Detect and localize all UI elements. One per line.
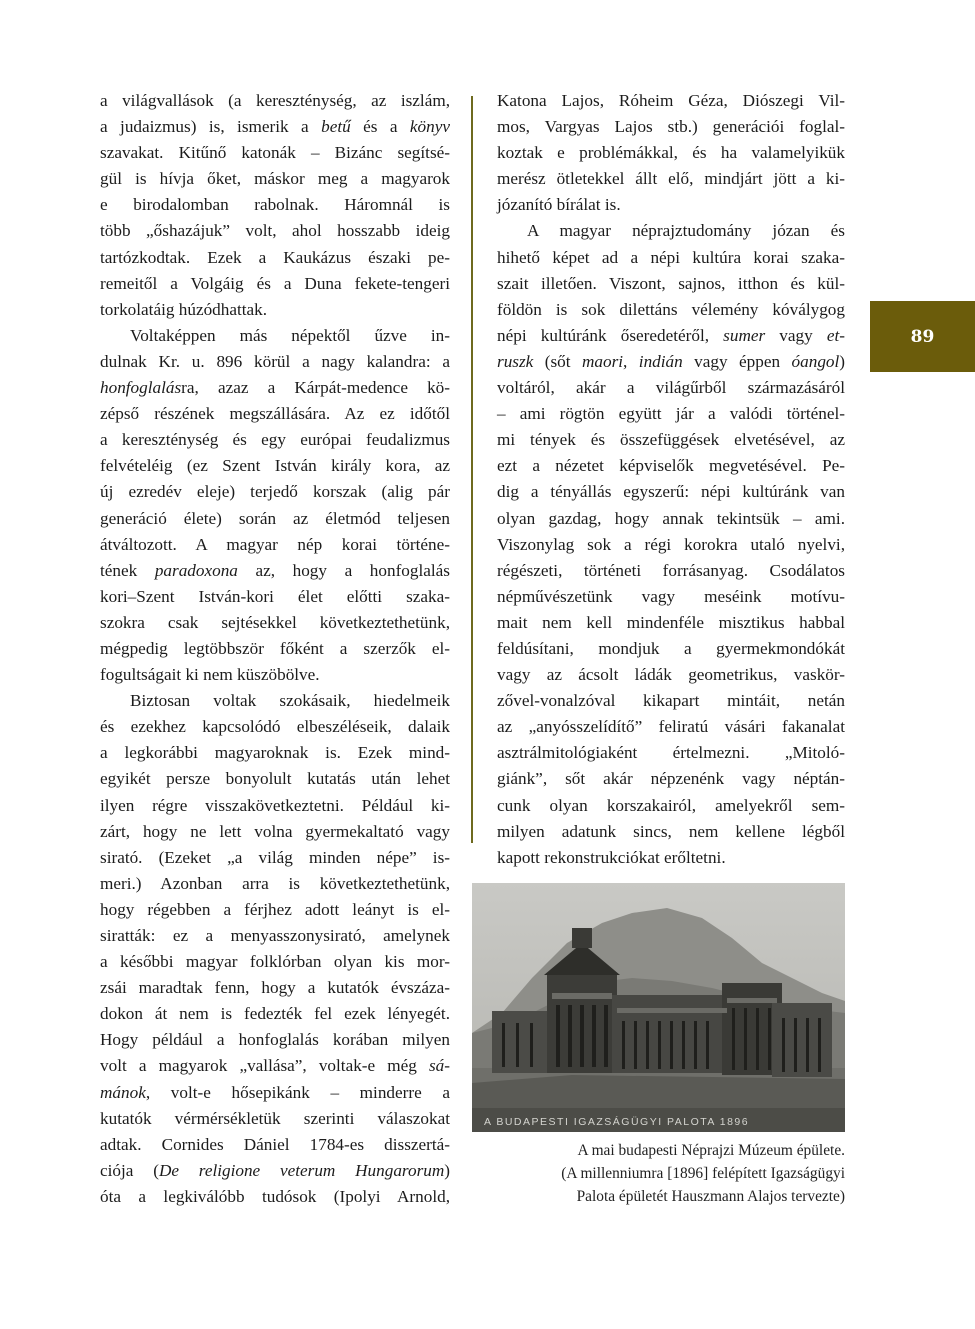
left-text-column (100, 88, 450, 1210)
text-run: mos, Vargyas Lajos stb.) generációi foglal- (497, 117, 845, 137)
text-run: sirató. (Ezeket „a világ minden népe” is- (100, 847, 450, 867)
text-line (100, 819, 450, 845)
text-run: olyan gazdag, hogy annak tekintsük – ami. (497, 508, 845, 528)
photo-caption (470, 1139, 845, 1208)
text-line (100, 1053, 450, 1079)
column-divider (471, 96, 473, 843)
text-line (497, 375, 845, 401)
text-line (100, 1132, 450, 1158)
text-line (100, 975, 450, 1001)
text-line (100, 636, 450, 662)
text-line (497, 819, 845, 845)
text-line (100, 845, 450, 871)
text-line (497, 610, 845, 636)
text-line (100, 558, 450, 584)
text-run: mégpedig legtöbbször főként a szerzők el- (100, 638, 450, 658)
text-line (100, 375, 450, 401)
text-run: szait illetően. Viszont, sajnos, itthon és kül- (497, 273, 845, 293)
text-run: a világvallások (a kereszténység, az iszlám, (100, 91, 450, 110)
text-run: koztak e problémákkal, és ha valamelyikük (497, 143, 845, 163)
text-run: dulnak Kr. u. 896 körül a nagy kalandra: a (100, 351, 450, 371)
text-line (100, 1158, 450, 1184)
text-line (100, 297, 450, 323)
text-line (497, 192, 845, 218)
text-line (100, 245, 450, 271)
text-line (497, 845, 845, 871)
text-line (100, 166, 450, 192)
text-line (497, 166, 845, 192)
text-run: e birodalomban rabolnak. Háromnál is (100, 195, 450, 215)
text-run: tének (100, 560, 155, 580)
text-run: feldúsítani, mondjuk a gyermekmondókát (497, 638, 845, 658)
text-run: új ezredév eleje) terjedő korszak (alig pár (100, 482, 450, 502)
text-run: tartózkodtak. Ezek a Kaukázus északi pe- (100, 247, 450, 267)
text-run: asztrálmitológiaként értelmezni. „Mitoló- (497, 743, 845, 763)
text-run: a kereszténység és egy európai feudalizmus (100, 430, 450, 450)
right-text-column (497, 88, 845, 871)
italic-text: indián (638, 351, 683, 371)
text-line (100, 584, 450, 610)
text-run: egyikét persze bonyolult kutatás után lehet (100, 769, 450, 789)
italic-text: ruszk (497, 351, 534, 371)
text-line (497, 766, 845, 792)
text-line (100, 427, 450, 453)
text-run: átváltozott. A magyar nép korai történe- (100, 534, 450, 554)
text-run: kapott rekonstrukciókat erőltetni. (497, 847, 726, 867)
text-line (100, 506, 450, 532)
text-run: gül is hívja őket, máskor meg a magyarok (100, 169, 450, 189)
caption-line: A mai budapesti Néprajzi Múzeum épülete. (577, 1142, 845, 1159)
text-line (100, 793, 450, 819)
text-run: (sőt (533, 351, 582, 371)
text-line (497, 688, 845, 714)
text-line (497, 479, 845, 505)
page-number: 89 (910, 326, 935, 347)
text-line (497, 297, 845, 323)
text-line (497, 401, 845, 427)
text-run: az, hogy a honfoglalás (237, 560, 450, 580)
photo-inscription: A BUDAPESTI IGAZSÁGÜGYI PALOTA 1896 (484, 1116, 750, 1128)
text-line (100, 271, 450, 297)
text-line (497, 88, 845, 114)
text-run: adtak. Cornides Dániel 1784-es disszertá- (100, 1134, 450, 1154)
text-run: ) (444, 1160, 450, 1180)
text-line (497, 245, 845, 271)
text-run: vagy (765, 325, 827, 345)
text-run: A magyar néprajztudomány józan és (527, 221, 845, 241)
text-line (497, 740, 845, 766)
text-line (100, 349, 450, 375)
text-run: ) (839, 351, 846, 371)
text-run: generáció élete) során az életmód teljesen (100, 508, 450, 528)
text-run: cunk olyan korszakairól, amelyekről sem- (497, 795, 845, 815)
text-line (497, 453, 845, 479)
text-line (100, 323, 450, 349)
text-run: ra, azaz a Kárpát-medence kö- (181, 378, 450, 398)
text-run: dig a tényállás egyszerű: népi kultúránk van (497, 482, 845, 502)
text-run: és ezekhez kapcsolódó elbeszéléseik, dalaik (100, 717, 450, 737)
text-line (497, 532, 845, 558)
text-line (100, 218, 450, 244)
text-line (100, 1080, 450, 1106)
text-line (100, 949, 450, 975)
text-run: és a (350, 117, 410, 137)
text-line (100, 1027, 450, 1053)
text-line (497, 427, 845, 453)
text-run: Katona Lajos, Róheim Géza, Diószegi Vil- (497, 91, 845, 110)
italic-text: De religione veterum Hungarorum (158, 1160, 445, 1180)
text-line (100, 871, 450, 897)
text-run: kutatók vérmérsékletük szerinti válaszokat (100, 1108, 450, 1128)
text-run: szokra csak sejtésekkel következtethetünk, (100, 612, 450, 632)
text-line (100, 714, 450, 740)
text-run: hogy régebben a férjhez adott leányt is el- (100, 899, 450, 919)
text-run: óta a legkiválóbb tudósok (Ipolyi Arnold, (100, 1186, 450, 1206)
text-run: voltáról, akár a világűrből származásáról (497, 378, 845, 398)
text-run: – ami rögtön együtt jár a valódi történel- (497, 404, 845, 424)
text-line (100, 610, 450, 636)
text-line (497, 506, 845, 532)
text-line (100, 532, 450, 558)
text-run: dokon át nem is fedezték fel ezek lényegét. (100, 1004, 450, 1024)
text-line (100, 1001, 450, 1027)
text-line (497, 793, 845, 819)
text-run: ciója ( (100, 1160, 159, 1180)
text-line (100, 923, 450, 949)
text-run: a későbbi magyar folklórban olyan kis mor- (100, 952, 450, 972)
text-run: Voltaképpen más népektől űzve in- (130, 325, 450, 345)
text-line (100, 192, 450, 218)
text-line (497, 558, 845, 584)
text-line (100, 766, 450, 792)
text-run: Hogy például a honfoglalás korában milyen (100, 1030, 450, 1050)
text-line (100, 140, 450, 166)
text-run: kori–Szent István-kori élet előtti szaka- (100, 586, 450, 606)
text-run: az „anyósszelídítő” feliratú vásári fakanalat (497, 717, 845, 737)
caption-line: (A millenniumra [1896] felépített Igazságügyi (561, 1165, 845, 1182)
text-run: fogultságait ki nem küszöbölve. (100, 665, 320, 685)
text-line (100, 740, 450, 766)
text-line (100, 897, 450, 923)
italic-text: paradoxona (154, 560, 238, 580)
text-run: remeitől a Volgáig és a Duna fekete-tengeri (100, 273, 450, 293)
text-line (100, 1106, 450, 1132)
italic-text: könyv (409, 117, 450, 137)
italic-text: honfoglalás (100, 378, 182, 398)
text-run: földön is sok dilettáns vélemény kóválygog (497, 299, 845, 319)
text-line (100, 453, 450, 479)
text-run: , volt-e hősepikánk – minderre a (145, 1082, 450, 1102)
text-run: népművészetünk vagy meséink motívu- (497, 586, 845, 606)
text-run: torkolatáig húzódhattak. (100, 299, 268, 319)
text-line (497, 271, 845, 297)
text-run: vagy az ácsolt ládák geometrikus, vaskör- (497, 665, 845, 685)
text-run: zépső részének megszállására. Az ez időtől (100, 404, 450, 424)
text-run: régészeti, történeti forrásanyag. Csodálatos (497, 560, 845, 580)
text-run: zővel-vonalzóval kikapart mintáit, netán (497, 691, 845, 711)
text-run: ezt a nézetet képviselők megvetésével. Pe- (497, 456, 845, 476)
text-line (100, 114, 450, 140)
text-line (100, 688, 450, 714)
text-run: vagy éppen (682, 351, 792, 371)
text-run: giánk”, sőt akár népzenénk vagy néptán- (497, 769, 845, 789)
text-run: siratták: ez a menyasszonysirató, amelynek (100, 926, 450, 945)
italic-text: sá- (428, 1056, 450, 1076)
italic-text: sumer (723, 325, 766, 345)
text-run: milyen adatunk sincs, nem kellene légből (497, 821, 845, 841)
text-run: a judaizmus) is, ismerik a (100, 117, 322, 137)
page-number-tab (870, 301, 975, 372)
text-line (497, 636, 845, 662)
italic-text: mánok (100, 1082, 146, 1102)
italic-text: et- (826, 325, 845, 345)
text-run: Biztosan voltak szokásaik, hiedelmeik (130, 691, 450, 711)
text-line (497, 218, 845, 244)
historic-building-photo (472, 883, 845, 1132)
text-run: felvételéig (ez Szent István király kora, az (100, 456, 450, 476)
text-line (497, 584, 845, 610)
text-line (100, 401, 450, 427)
text-line (497, 114, 845, 140)
text-line (100, 88, 450, 114)
text-line (497, 140, 845, 166)
text-run: a legkorábbi magyaroknak is. Ezek mind- (100, 743, 450, 763)
text-run: több „őshazájuk” volt, ahol hosszabb ideig (100, 221, 450, 241)
text-line (100, 1184, 450, 1210)
italic-text: óangol (791, 351, 840, 371)
text-run: volt a magyarok „vallása”, voltak-e még (100, 1056, 429, 1076)
text-line (100, 479, 450, 505)
text-line (497, 662, 845, 688)
text-run: zárt, hogy ne lett volna gyermekaltató vagy (100, 821, 450, 841)
text-run: mait nem kell mindenféle misztikus habbal (497, 612, 845, 632)
text-run: józanító bírálat is. (497, 195, 621, 215)
text-run: , (623, 351, 639, 371)
text-run: Viszonylag sok a régi korokra utaló nyelvi, (497, 534, 845, 554)
text-run: zsái maradtak fenn, hogy a kutatók évszáza- (100, 978, 450, 998)
text-run: meri.) Azonban arra is következtethetünk, (100, 873, 450, 893)
text-run: ilyen régre visszakövetkeztetni. Például ki- (100, 795, 450, 815)
caption-line: Palota épületét Hauszmann Alajos tervezte) (576, 1188, 845, 1205)
text-run: hihető képet ad a népi kultúra korai szaka- (497, 247, 845, 267)
text-run: merész ötletekkel állt elő, mindjárt jött a ki- (497, 169, 845, 189)
text-line (100, 662, 450, 688)
text-line (497, 349, 845, 375)
italic-text: betű (321, 117, 351, 137)
text-line (497, 714, 845, 740)
italic-text: maori (581, 351, 624, 371)
text-run: népi kultúránk őseredetéről, (497, 325, 724, 345)
text-line (497, 323, 845, 349)
text-run: szavakat. Kitűnő katonák – Bizánc segítsé- (100, 143, 450, 163)
text-run: mi tények és összefüggések elvetésével, az (497, 430, 845, 450)
